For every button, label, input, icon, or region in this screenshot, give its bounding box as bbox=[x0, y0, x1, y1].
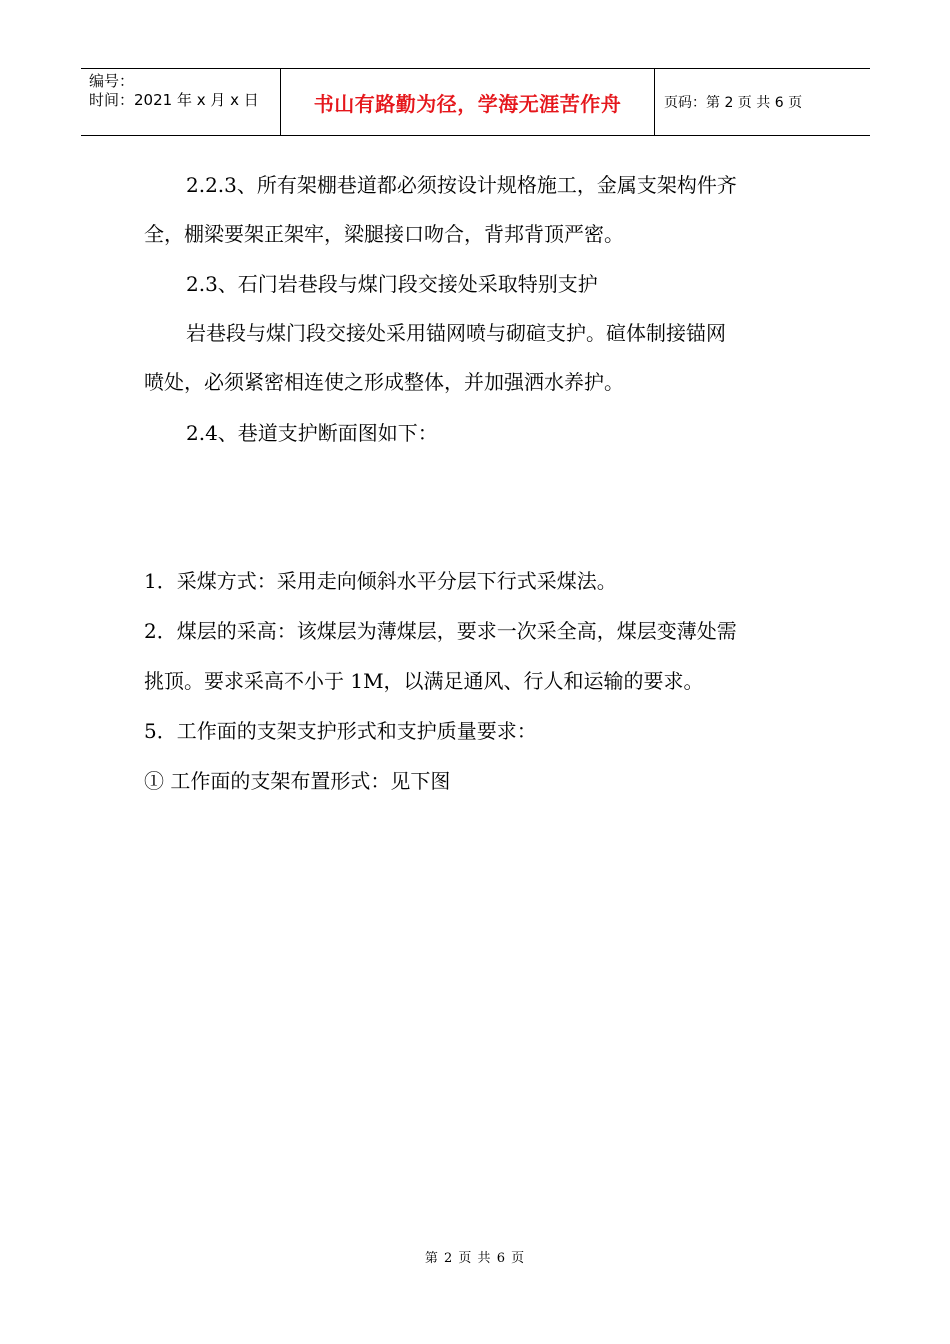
body-line-10: 5．工作面的支架支护形式和支护质量要求： bbox=[144, 719, 537, 743]
header-motto-cell bbox=[281, 69, 655, 135]
header-motto: 书山有路勤为径，学海无涯苦作舟 bbox=[313, 91, 622, 116]
body-line-8: 2．煤层的采高：该煤层为薄煤层，要求一次采全高，煤层变薄处需 bbox=[144, 619, 737, 643]
section-heading-2-4: 2.4、巷道支护断面图如下： bbox=[186, 421, 438, 445]
body-line-2: 全，棚梁要架正架牢，梁腿接口吻合，背邦背顶严密。 bbox=[144, 222, 624, 246]
header-meta bbox=[81, 69, 281, 135]
body-line-7: 1．采煤方式：采用走向倾斜水平分层下行式采煤法。 bbox=[144, 569, 617, 593]
body-line-4: 岩巷段与煤门段交接处采用锚网喷与砌碹支护。碹体制接锚网 bbox=[186, 321, 726, 345]
document-date-label: 时间：2021 年 x 月 x 日 bbox=[89, 91, 259, 109]
document-header bbox=[81, 68, 870, 136]
section-heading-2-3: 2.3、石门岩巷段与煤门段交接处采取特别支护 bbox=[186, 272, 598, 296]
body-line-11: ① 工作面的支架布置形式：见下图 bbox=[144, 769, 451, 793]
body-line-1: 2.2.3、所有架棚巷道都必须按设计规格施工，金属支架构件齐 bbox=[186, 173, 737, 197]
body-line-9: 挑顶。要求采高不小于 1M，以满足通风、行人和运输的要求。 bbox=[144, 669, 704, 693]
header-page-cell bbox=[655, 69, 870, 135]
header-page-info: 页码：第 2 页 共 6 页 bbox=[664, 95, 803, 111]
document-number-label: 编号： bbox=[89, 72, 135, 90]
page-footer: 第 2 页 共 6 页 bbox=[424, 1251, 526, 1266]
body-line-5: 喷处，必须紧密相连使之形成整体，并加强洒水养护。 bbox=[144, 370, 624, 394]
